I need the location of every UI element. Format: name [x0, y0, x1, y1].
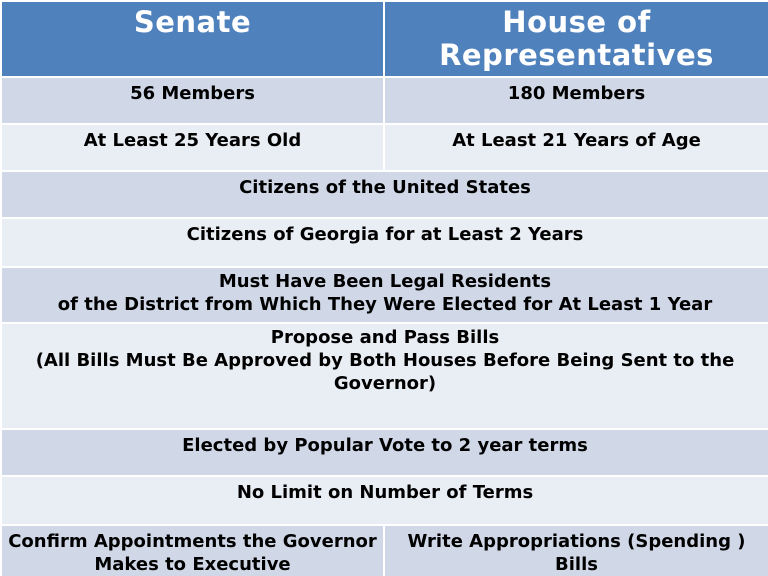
cell-text: Elected by Popular Vote to 2 year terms	[182, 435, 588, 456]
table-row	[1, 429, 768, 476]
shared-cell	[1, 171, 768, 218]
shared-cell	[1, 429, 768, 476]
shared-cell	[1, 218, 768, 267]
house-cell	[384, 525, 768, 576]
cell-text: At Least 21 Years of Age	[452, 130, 701, 151]
house-cell	[384, 124, 768, 171]
senate-cell	[1, 525, 384, 576]
cell-text: Must Have Been Legal Residents of the District from Which They Were Elected for At Least 1 Year	[57, 271, 713, 315]
senate-cell	[1, 124, 384, 171]
table-row	[1, 218, 768, 267]
house-cell	[384, 77, 768, 124]
header-house-label: House of Representatives	[439, 5, 714, 72]
cell-text: Confirm Appointments the Governor Makes to Executive	[8, 531, 377, 575]
cell-text: Citizens of Georgia for at Least 2 Years	[186, 224, 584, 245]
table-row	[1, 476, 768, 525]
shared-cell	[1, 476, 768, 525]
shared-cell	[1, 267, 768, 323]
table-row	[1, 171, 768, 218]
senate-cell	[1, 77, 384, 124]
cell-text: Propose and Pass Bills (All Bills Must Be Approved by Both Houses Before Being Sent to the Governor)	[35, 327, 735, 394]
table-row	[1, 525, 768, 576]
cell-text: Citizens of the United States	[239, 177, 531, 198]
cell-text: Write Appropriations (Spending ) Bills	[407, 531, 746, 575]
header-senate-label: Senate	[133, 5, 252, 39]
table-row	[1, 323, 768, 429]
cell-text: No Limit on Number of Terms	[236, 482, 534, 503]
header-house	[384, 1, 768, 77]
header-senate	[1, 1, 384, 77]
cell-text: 56 Members	[130, 83, 255, 104]
header-row	[1, 1, 768, 77]
table-row	[1, 124, 768, 171]
shared-cell	[1, 323, 768, 429]
table-row	[1, 267, 768, 323]
cell-text: 180 Members	[507, 83, 646, 104]
cell-text: At Least 25 Years Old	[83, 130, 302, 151]
table-row	[1, 77, 768, 124]
